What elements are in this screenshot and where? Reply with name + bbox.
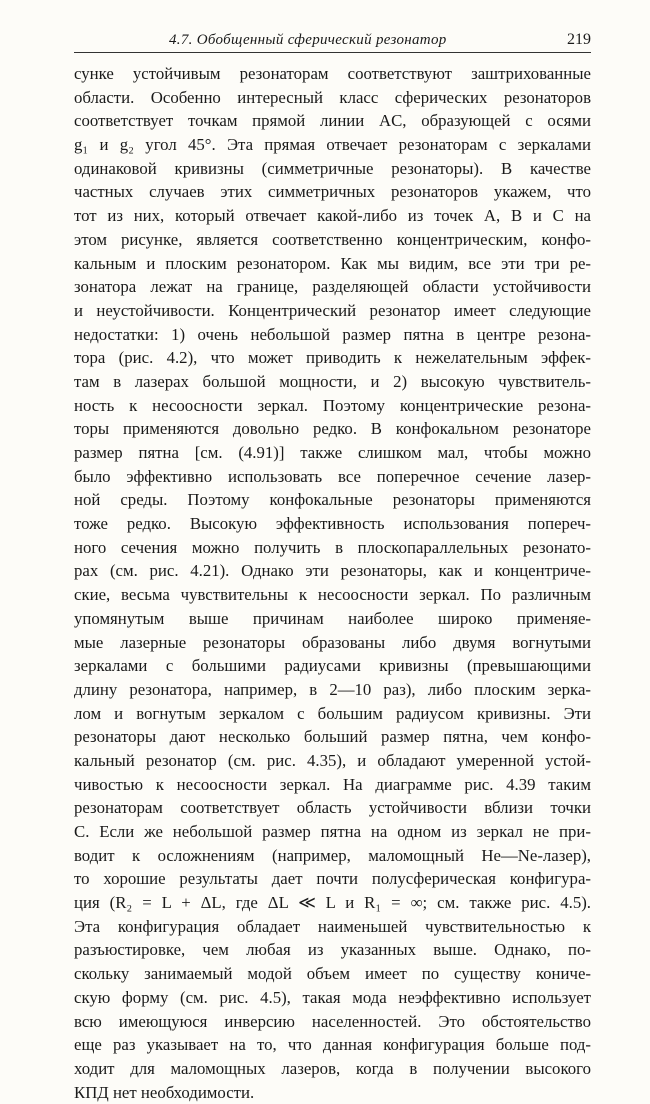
text-line: ходит для маломощных лазеров, когда в получении высокого [74,1058,591,1078]
text-line: зонатора лежат на границе, разделяющей области устойчивости [74,277,591,297]
running-head [74,30,591,53]
text-line: соответствует точкам прямой линии AC, образующей с осями [74,111,591,131]
text-line: тоже редко. Высокую эффективность использования попереч- [74,514,591,534]
text-line: еще раз указывает на то, что данная конфигурация больше под- [74,1035,591,1055]
text-line: упомянутым выше причинам наиболее широко применяе- [74,608,591,628]
text-line: недостатки: 1) очень небольшой размер пятна в центре резона- [74,324,591,344]
text-line: торы применяются довольно редко. В конфокальном резонаторе [74,419,591,439]
text-line: мые лазерные резонаторы образованы либо двумя вогнутыми [74,632,591,652]
text-line: зеркалами с большими радиусами кривизны (превышающими [74,656,591,676]
text-line: разъюстировке, чем любая из указанных выше. Однако, по- [74,940,591,960]
text-line: и неустойчивости. Концентрический резонатор имеет следующие [74,300,591,320]
text-line: чивостью к несоосности зеркал. На диаграмме рис. 4.39 таким [74,774,591,794]
text-line: размер пятна [см. (4.91)] также слишком мал, чтобы можно [74,443,591,462]
text-line: там в лазерах большой мощности, и 2) высокую чувствитель- [74,371,591,391]
text-line: ция (R₂ = L + ΔL, где ΔL ≪ L и R₁ = ∞; см. также рис. 4.5). [74,893,591,913]
text-line: ность к несоосности зеркал. Поэтому концентрические резона- [74,395,591,415]
text-line: сунке устойчивым резонаторам соответствуют заштрихованные [74,64,591,83]
text-line: резонаторы дают несколько больший размер пятна, чем конфо- [74,727,591,747]
text-line: то хорошие результаты дает почти полусферическая конфигура- [74,869,591,889]
text-line: лом и вогнутым зеркалом с большим радиусом кривизны. Эти [74,703,591,723]
text-line: было эффективно использовать все поперечное сечение лазер- [74,466,591,486]
section-title: 4.7. Обобщенный сферический резонатор [169,32,447,48]
text-line: g₁ и g₂ угол 45°. Эта прямая отвечает резонаторам с зеркалами [74,135,591,155]
text-line: скую форму (см. рис. 4.5), такая мода неэффективно использует [74,987,591,1007]
text-line: одинаковой кривизны (симметричные резонаторы). В качестве [74,158,591,178]
text-line: тот из них, который отвечает какой-либо из точек A, B и C на [74,206,591,226]
text-line: кальным и плоским резонатором. Как мы видим, все эти три ре- [74,253,591,273]
text-line: тора (рис. 4.2), что может приводить к нежелательным эффек- [74,348,591,368]
body-text [74,62,591,1104]
text-line: рах (см. рис. 4.21). Однако эти резонаторы, как и концентриче- [74,561,591,581]
text-line: длину резонатора, например, в 2—10 раз), либо плоским зерка- [74,679,591,699]
text-line: кальный резонатор (см. рис. 4.35), и обладают умеренной устой- [74,750,591,770]
text-line: всю имеющуюся инверсию населенностей. Это обстоятельство [74,1011,591,1031]
page-number: 219 [567,31,591,48]
text-line: ной среды. Поэтому конфокальные резонаторы применяются [74,490,591,510]
text-line: скольку занимаемый модой объем имеет по существу кониче- [74,964,591,984]
text-line: резонаторам соответствует область устойчивости вблизи точки [74,798,591,818]
text-line: C. Если же небольшой размер пятна на одном из зеркал не при- [74,822,591,841]
text-line: ного сечения можно получить в плоскопараллельных резонато- [74,537,591,557]
text-line: ские, весьма чувствительны к несоосности зеркал. По различным [74,585,591,605]
text-line-last: КПД нет необходимости. [74,1082,255,1102]
text-line: этом рисунке, является соответственно концентрическим, конфо- [74,229,591,249]
text-line: частных случаев этих симметричных резонаторов укажем, что [74,182,591,202]
text-line: Эта конфигурация обладает наименьшей чувствительностью к [74,916,591,936]
text-line: водит к осложнениям (например, маломощный He—Ne-лазер), [74,845,591,865]
text-line: области. Особенно интересный класс сферических резонаторов [74,87,591,107]
